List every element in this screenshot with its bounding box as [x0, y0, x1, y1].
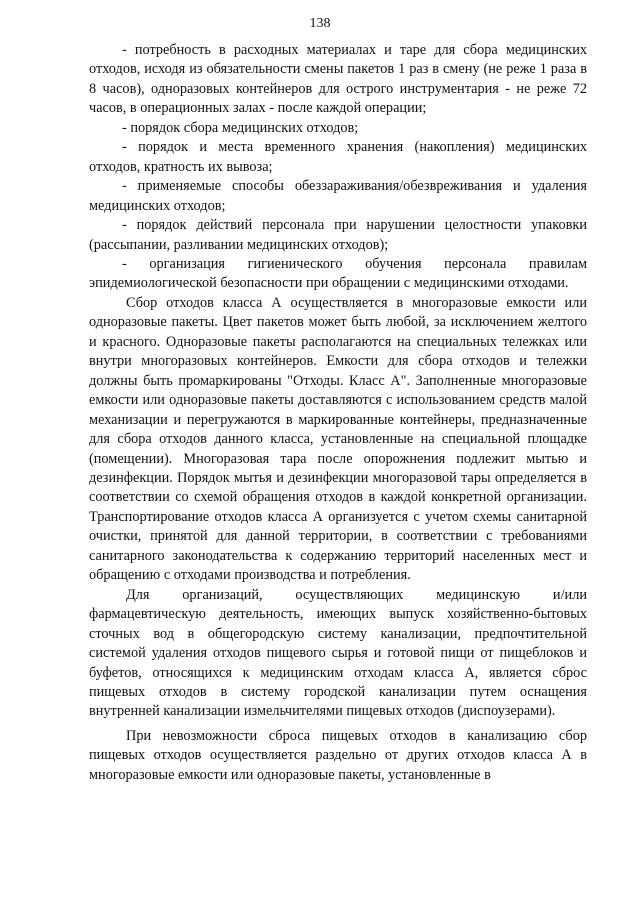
list-item: - потребность в расходных материалах и таре для сбора медицинских отходов, исходя из обязательности смены пакетов 1 раз в смену (не реже 1 раза в 8 часов), одноразовых контейнеров для острого инструментария - не реже 72 часов, в операционных залах - после каждой операции;	[89, 42, 587, 117]
list-item: - порядок действий персонала при нарушении целостности упаковки (рассыпании, разливании медицинских отходов);	[89, 217, 587, 253]
paragraph-food-waste-sewer: Для организаций, осуществляющих медицинскую и/или фармацевтическую деятельность, имеющих выпуск хозяйственно-бытовых сточных вод в общегородскую систему канализации, предпочтительной системой удаления отходов пищевого сырья и готовой пищи от пищеблоков и буфетов, относящихся к медицинским отходам класса А, является сброс пищевых отходов в систему городской канализации путем оснащения внутренней канализации измельчителями пищевых отходов (диспоузерами).	[89, 586, 587, 720]
list-item: - порядок сбора медицинских отходов;	[122, 119, 359, 136]
paragraph-food-waste-separate: При невозможности сброса пищевых отходов в канализацию сбор пищевых отходов осуществляется раздельно от других отходов класса А в многоразовые емкости или одноразовые пакеты, установленные в	[89, 727, 587, 783]
paragraph-class-a-collection: Сбор отходов класса А осуществляется в многоразовые емкости или одноразовые пакеты. Цвет пакетов может быть любой, за исключением желтого и красного. Одноразовые пакеты располагаются на специальных тележках или внутри многоразовых контейнеров. Емкости для сбора отходов и тележки должны быть промаркированы "Отходы. Класс А". Заполненные многоразовые емкости или одноразовые пакеты доставляются с использованием средств малой механизации и перегружаются в маркированные контейнеры, предназначенные для сбора отходов данного класса, установленные на специальной площадке (помещении). Многоразовая тара после опорожнения подлежит мытью и дезинфекции. Порядок мытья и дезинфекции многоразовой тары определяется в соответствии со схемой обращения отходов в каждой конкретной организации. Транспортирование отходов класса А организуется с учетом схемы санитарной очистки, принятой для данной территории, в соответствии с требованиями санитарного законодательства к содержанию территорий населенных мест и обращению с отходами производства и потребления.	[89, 294, 587, 584]
list-item: - организация гигиенического обучения персонала правилам эпидемиологической безопасности при обращении с медицинскими отходами.	[89, 255, 587, 292]
list-item: - порядок и места временного хранения (накопления) медицинских отходов, кратность их вывоза;	[89, 139, 587, 175]
page-number: 138	[309, 16, 331, 31]
document-body	[89, 41, 587, 785]
list-item: - применяемые способы обеззараживания/обезвреживания и удаления медицинских отходов;	[89, 178, 587, 214]
